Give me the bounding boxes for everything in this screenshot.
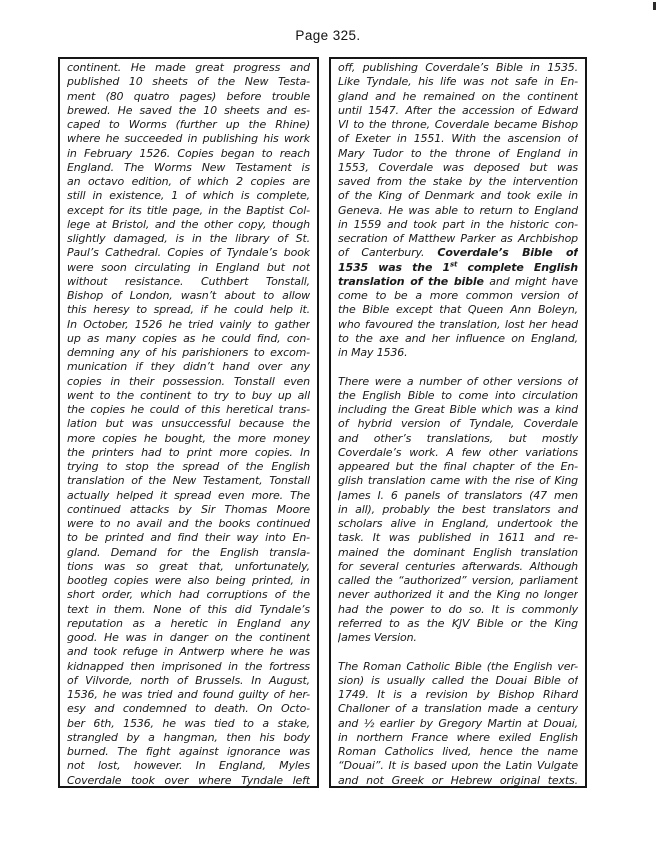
text-line: glish translation came with the rise of King — [338, 474, 578, 488]
text-line: the copies he could of this heretical trans- — [67, 403, 310, 416]
text-line: task. It was published in 1611 and re- — [338, 531, 578, 545]
text-line: in 1559 and took part in the historic con- — [338, 217, 578, 231]
text-line: ment (80 quatro pages) before trouble — [67, 89, 310, 103]
text-line: 1535 was the 1st complete English — [338, 260, 578, 274]
text-line: the Bible except that Queen Ann Boleyn, — [338, 303, 578, 317]
text-line — [338, 645, 578, 659]
page-title: Page 325. — [295, 28, 361, 43]
text-line: England. The Worms New Testament is — [67, 160, 310, 174]
text-line: VI to the throne, Coverdale became Bishop — [338, 118, 578, 131]
text-line: In October, 1526 he tried vainly to gather — [67, 317, 310, 331]
text-line: gland and he remained on the continent — [338, 89, 578, 103]
text-line: appeared but the final chapter of the En- — [338, 460, 578, 473]
left-text-column — [58, 57, 319, 788]
text-line: except for its title page, in the Baptist Col- — [67, 203, 310, 217]
text-line: until 1547. After the accession of Edward — [338, 103, 578, 117]
text-line: demning any of his parishioners to excom- — [67, 346, 310, 359]
text-line: and not Greek or Hebrew original texts. — [338, 773, 578, 787]
text-line: caped to Worms (further up the Rhine) — [67, 118, 310, 131]
text-line: reputation as a heretic in England any — [67, 616, 310, 630]
text-line: and other’s translations, but mostly — [338, 431, 578, 445]
text-line: more copies he bought, the more money — [67, 431, 310, 445]
text-line: scholars alive in England, undertook the — [338, 517, 578, 530]
text-line: Challoner of a translation made a century — [338, 702, 578, 716]
text-line: in February 1526. Copies began to reach — [67, 146, 310, 160]
text-line: 1553, Coverdale was deposed but was — [338, 160, 578, 174]
text-line: referred to as the KJV Bible or the King — [338, 616, 578, 630]
text-line: to the axe and her influence on England, — [338, 331, 578, 345]
text-line: lation but was unsuccessful because the — [67, 417, 310, 431]
text-line: brewed. He saved the 10 sheets and es- — [67, 103, 310, 117]
text-line: of Canterbury. Coverdale’s Bible of — [338, 246, 578, 260]
text-line: strangled by a hangman, then his body — [67, 730, 310, 744]
text-line: bootleg copies were also being printed, in — [67, 574, 310, 587]
text-line: There were a number of other versions of — [338, 374, 578, 388]
text-line: translation of the New Testament, Tonstall — [67, 474, 310, 488]
text-line: where he succeeded in publishing his work — [67, 132, 310, 146]
text-line: who favoured the translation, lost her head — [338, 317, 578, 331]
text-line: in May 1536. — [338, 346, 408, 359]
text-line: never authorized it and the King no longer — [338, 588, 578, 602]
text-line: 1536, he was tried and found guilty of her- — [67, 688, 310, 701]
text-line: off, publishing Coverdale’s Bible in 1535. — [338, 61, 578, 74]
text-line: slightly damaged, is in the library of St. — [67, 232, 310, 245]
text-line: text in them. None of this did Tyndale’s — [67, 602, 310, 616]
text-line: for several centuries afterwards. Although — [338, 559, 578, 573]
text-line: published 10 sheets of the New Testa- — [67, 75, 310, 89]
text-line: in all), probably the best translators and — [338, 502, 578, 516]
text-line: mained the dominant English translation — [338, 545, 578, 559]
text-line: lege at Bristol, and the other copy, though — [67, 217, 310, 231]
text-line: an octavo edition, of which 2 copies are — [67, 175, 310, 188]
text-line: were soon circulating in England but not — [67, 260, 310, 274]
text-line: and took refuge in Antwerp where he was — [67, 645, 310, 659]
text-line: Coverdale’s work. A few other variations — [338, 445, 578, 459]
text-line: The Roman Catholic Bible (the English ver- — [338, 659, 578, 673]
text-line: called the “authorized” version, parliament — [338, 574, 578, 587]
text-line: Coverdale took over where Tyndale left — [67, 773, 310, 787]
text-line — [338, 360, 578, 374]
text-line: good. He was in danger on the continent — [67, 631, 310, 644]
text-line: copies in their possession. Tonstall even — [67, 374, 310, 388]
text-line: still in existence, 1 of which is complete, — [67, 189, 310, 203]
text-line: and ½ earlier by Gregory Martin at Douai, — [338, 716, 578, 730]
text-line: tions was so great that, unfortunately, — [67, 559, 310, 573]
text-line: come to be a more common version of — [338, 289, 578, 302]
text-line: burned. The fight against ignorance was — [67, 745, 310, 758]
text-line: Roman Catholics lived, hence the name — [338, 745, 578, 758]
text-line: up as many copies as he could find, con- — [67, 331, 310, 345]
text-line: this heresy to spread, if he could help it. — [67, 303, 310, 317]
text-line: had the power to do so. It is commonly — [338, 602, 578, 616]
text-line: in northern France where exiled English — [338, 730, 578, 744]
text-line: 1749. It is a revision by Bishop Rihard — [338, 688, 578, 701]
text-line: James Version. — [338, 631, 417, 644]
text-line: kidnapped then imprisoned in the fortress — [67, 659, 310, 673]
text-line: sion) is usually called the Douai Bible of — [338, 673, 578, 687]
text-line: “Douai”. It is based upon the Latin Vulgate — [338, 759, 578, 773]
text-line: Geneva. He was able to return to England — [338, 203, 578, 217]
text-line: to be printed and find their way into En- — [67, 531, 310, 545]
text-line: continent. He made great progress and — [67, 61, 310, 74]
text-line: continued attacks by Sir Thomas Moore — [67, 502, 310, 516]
text-line: esy and condemned to death. On Octo- — [67, 702, 310, 716]
text-line: went to the continent to try to buy up all — [67, 388, 310, 402]
text-line: were to no avail and the books continued — [67, 517, 310, 530]
text-line: secration of Matthew Parker as Archbishop — [338, 232, 578, 245]
text-line: actually helped it spread even more. The — [67, 488, 310, 502]
text-line: Like Tyndale, his life was not safe in En- — [338, 75, 578, 89]
text-line: munication if they didn’t hand over any — [67, 360, 310, 374]
text-line: of Vilvorde, north of Brussels. In August, — [67, 673, 310, 687]
text-line: trying to stop the spread of the English — [67, 460, 310, 473]
text-line: of Exeter in 1551. With the ascension of — [338, 132, 578, 146]
text-line: not lost, however. In England, Myles — [67, 759, 310, 773]
text-line: of hybrid version of Tyndale, Coverdale — [338, 417, 578, 431]
text-line: short order, which had corruptions of the — [67, 588, 310, 602]
text-line: the printers had to print more copies. In — [67, 445, 310, 459]
text-line: Paul’s Cathedral. Copies of Tyndale’s book — [67, 246, 310, 260]
text-line: without resistance. Cuthbert Tonstall, — [67, 274, 310, 288]
text-line: translation of the bible and might have — [338, 274, 578, 288]
right-text-column — [329, 57, 587, 788]
text-line: Bishop of London, wasn’t about to allow — [67, 289, 310, 302]
text-line: the English Bible to come into circulation — [338, 388, 578, 402]
text-line: of the King of Denmark and took exile in — [338, 189, 578, 203]
text-line: James I. 6 panels of translators (47 men — [338, 488, 578, 502]
text-line: Mary Tudor to the throne of England in — [338, 146, 578, 160]
text-line: ber 6th, 1536, he was tied to a stake, — [67, 716, 310, 730]
text-line: gland. Demand for the English transla- — [67, 545, 310, 559]
text-line: saved from the stake by the intervention — [338, 175, 578, 188]
text-line: including the Great Bible which was a kind — [338, 403, 578, 416]
